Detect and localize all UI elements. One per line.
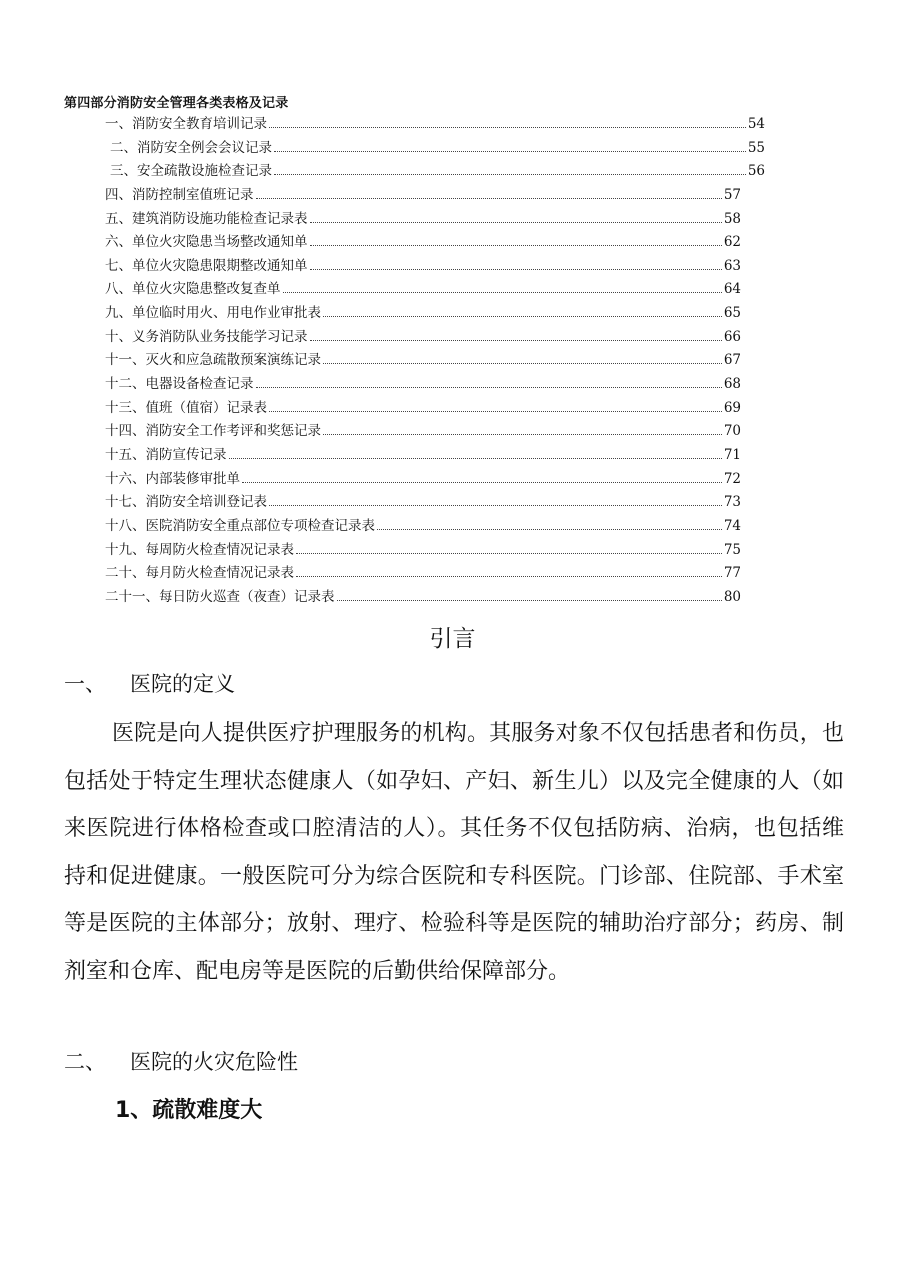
- section-title: 医院的火灾危险性: [130, 1050, 298, 1074]
- toc-entry-label: 二十一、每日防火巡查（夜查）记录表: [105, 588, 335, 605]
- toc-leader-dots: [256, 198, 722, 199]
- toc-entry[interactable]: [105, 208, 741, 232]
- toc-leader-dots: [229, 458, 722, 459]
- toc-entry-label: 十、义务消防队业务技能学习记录: [105, 328, 308, 345]
- table-of-contents: [105, 113, 765, 609]
- toc-entry-label: 一、消防安全教育培训记录: [105, 116, 267, 132]
- toc-entry-page: 74: [723, 517, 741, 534]
- toc-entry-label: 十六、内部装修审批单: [105, 470, 240, 487]
- subsection-heading: 1、疏散难度大: [115, 1098, 263, 1123]
- toc-leader-dots: [274, 151, 746, 152]
- section-heading: [64, 668, 235, 698]
- toc-entry-label: 七、单位火灾隐患限期整改通知单: [105, 257, 308, 274]
- toc-entry[interactable]: [105, 397, 741, 421]
- toc-leader-dots: [310, 222, 722, 223]
- toc-entry[interactable]: [105, 515, 741, 539]
- toc-entry-label: 二十、每月防火检查情况记录表: [105, 565, 294, 582]
- toc-entry[interactable]: [105, 255, 741, 279]
- toc-entry-page: 65: [723, 305, 741, 322]
- toc-entry[interactable]: [105, 278, 741, 302]
- section-number: 二、: [64, 1050, 106, 1074]
- toc-leader-dots: [269, 411, 722, 412]
- toc-entry-label: 十八、医院消防安全重点部位专项检查记录表: [105, 517, 375, 534]
- toc-entry[interactable]: [105, 326, 741, 350]
- toc-entry-page: 66: [723, 328, 741, 345]
- toc-entry-page: 62: [723, 234, 741, 251]
- toc-leader-dots: [269, 505, 722, 506]
- toc-entry[interactable]: [105, 160, 765, 184]
- toc-entry-label: 二、消防安全例会会议记录: [110, 139, 272, 156]
- toc-entry[interactable]: [105, 444, 741, 468]
- toc-leader-dots: [310, 340, 722, 341]
- toc-leader-dots: [283, 292, 722, 293]
- toc-entry-label: 十四、消防安全工作考评和奖惩记录: [105, 423, 321, 440]
- section-heading: [64, 1046, 298, 1076]
- toc-entry-page: 80: [723, 588, 741, 605]
- toc-leader-dots: [310, 245, 722, 246]
- toc-leader-dots: [274, 174, 746, 175]
- toc-leader-dots: [337, 600, 722, 601]
- body-paragraph: 医院是向人提供医疗护理服务的机构。其服务对象不仅包括患者和伤员，也包括处于特定生理状态健康人（如孕妇、产妇、新生儿）以及完全健康的人（如来医院进行体格检查或口腔清洁的人）。其任务不仅包括防病、治病，也包括维持和促进健康。一般医院可分为综合医院和专科医院。门诊部、住院部、手术室等是医院的主体部分；放射、理疗、检验科等是医院的辅助治疗部分；药房、制剂室和仓库、配电房等是医院的后勤供给保障部分。: [64, 721, 844, 984]
- section-title: 医院的定义: [130, 672, 235, 696]
- toc-leader-dots: [242, 482, 722, 483]
- toc-entry[interactable]: [105, 420, 741, 444]
- toc-entry[interactable]: [105, 373, 741, 397]
- toc-entry[interactable]: [105, 137, 765, 161]
- toc-entry[interactable]: [105, 231, 741, 255]
- toc-leader-dots: [296, 553, 722, 554]
- toc-entry[interactable]: [105, 184, 741, 208]
- toc-entry-page: 64: [723, 281, 741, 298]
- toc-leader-dots: [310, 269, 722, 270]
- toc-entry[interactable]: [105, 562, 741, 586]
- toc-entry-label: 十一、灭火和应急疏散预案演练记录: [105, 352, 321, 369]
- toc-entry[interactable]: [105, 586, 741, 610]
- toc-entry-page: 57: [723, 186, 741, 203]
- toc-leader-dots: [377, 529, 722, 530]
- toc-entry-page: 75: [723, 541, 741, 558]
- toc-entry-page: 55: [747, 139, 765, 156]
- toc-entry-page: 63: [723, 257, 741, 274]
- toc-leader-dots: [323, 316, 722, 317]
- section-number: 一、: [64, 672, 106, 696]
- toc-entry-label: 十九、每周防火检查情况记录表: [105, 541, 294, 558]
- toc-entry[interactable]: [105, 468, 741, 492]
- toc-entry-label: 十二、电器设备检查记录: [105, 376, 254, 393]
- toc-entry-page: 54: [747, 116, 765, 132]
- toc-entry-page: 71: [723, 446, 741, 463]
- toc-entry[interactable]: [105, 491, 741, 515]
- toc-entry-page: 73: [723, 494, 741, 511]
- toc-entry-page: 68: [723, 376, 741, 393]
- toc-entry-label: 五、建筑消防设施功能检查记录表: [105, 210, 308, 227]
- toc-entry-label: 十七、消防安全培训登记表: [105, 494, 267, 511]
- toc-leader-dots: [256, 387, 722, 388]
- toc-entry-label: 六、单位火灾隐患当场整改通知单: [105, 234, 308, 251]
- toc-entry[interactable]: [105, 302, 741, 326]
- toc-leader-dots: [296, 576, 722, 577]
- toc-entry-page: 69: [723, 399, 741, 416]
- toc-entry-label: 十三、值班（值宿）记录表: [105, 399, 267, 416]
- toc-entry[interactable]: [105, 349, 741, 373]
- toc-entry-label: 四、消防控制室值班记录: [105, 186, 254, 203]
- toc-heading: 第四部分消防安全管理各类表格及记录: [64, 96, 289, 111]
- toc-entry-page: 70: [723, 423, 741, 440]
- toc-entry[interactable]: [105, 113, 765, 137]
- toc-entry-label: 十五、消防宣传记录: [105, 446, 227, 463]
- toc-entry-label: 三、安全疏散设施检查记录: [110, 163, 272, 180]
- toc-entry-label: 九、单位临时用火、用电作业审批表: [105, 305, 321, 322]
- toc-entry-page: 77: [723, 565, 741, 582]
- toc-entry-page: 58: [723, 210, 741, 227]
- toc-entry-page: 72: [723, 470, 741, 487]
- toc-entry-page: 67: [723, 352, 741, 369]
- toc-entry[interactable]: [105, 539, 741, 563]
- toc-leader-dots: [269, 127, 746, 128]
- toc-leader-dots: [323, 363, 722, 364]
- toc-entry-label: 八、单位火灾隐患整改复查单: [105, 281, 281, 298]
- toc-leader-dots: [323, 434, 722, 435]
- toc-entry-page: 56: [747, 163, 765, 180]
- intro-title: 引言: [429, 626, 476, 652]
